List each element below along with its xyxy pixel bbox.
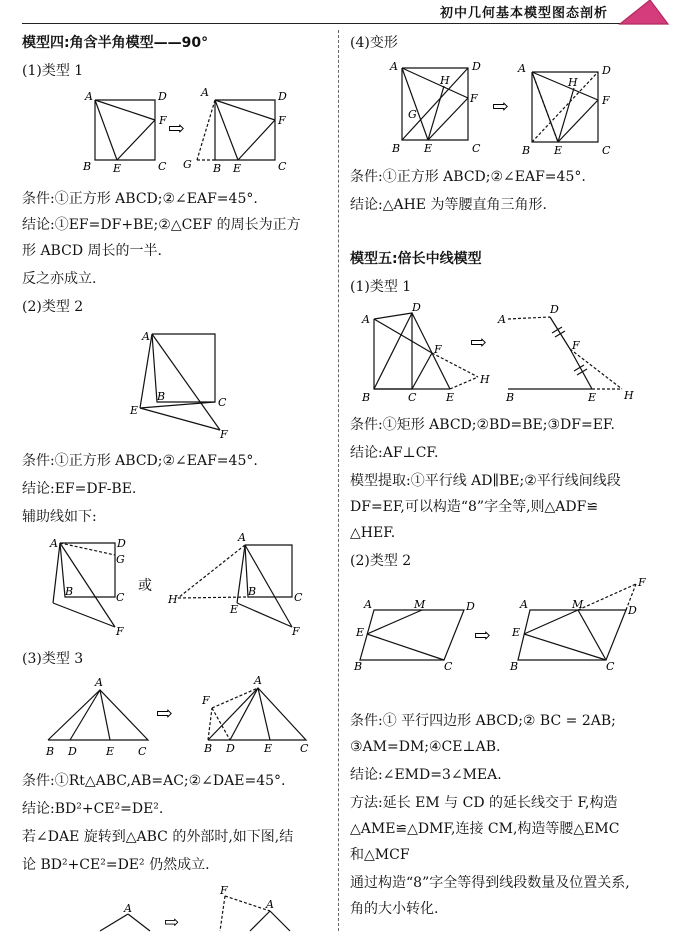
m5-type1-extract-2: DF=EF,可以构造“8”字全等,则△ADF≌ (350, 499, 599, 515)
svg-text:F: F (292, 625, 300, 638)
type3-note-1: 若∠DAE 旋转到△ABC 的外部时,如下图,结 (22, 829, 294, 845)
type2-aux-figure (30, 531, 330, 645)
svg-text:A: A (124, 902, 132, 915)
header-title: 初中几何基本模型图态剖析 (440, 6, 609, 21)
svg-text:B: B (46, 745, 55, 758)
type3-condition: 条件:①Rt△ABC,AB=AC;②∠DAE=45°. (22, 773, 286, 789)
svg-text:⇨: ⇨ (470, 330, 487, 354)
svg-text:C: C (218, 396, 227, 409)
svg-text:D: D (68, 745, 77, 758)
page-header (0, 0, 694, 30)
type3-label: (3)类型 3 (22, 651, 84, 667)
type3-conclusion: 结论:BD²+CE²=DE². (22, 801, 164, 817)
svg-text:A: A (390, 60, 398, 73)
svg-text:⇨: ⇨ (168, 116, 185, 140)
svg-text:A: A (85, 90, 93, 103)
svg-text:F: F (434, 343, 442, 356)
svg-text:C: C (408, 391, 417, 404)
type4-conclusion: 结论:△AHE 为等腰直角三角形. (350, 197, 547, 213)
svg-text:D: D (550, 303, 559, 316)
svg-text:A: A (201, 86, 209, 99)
type4-label: (4)变形 (350, 35, 398, 51)
m5-type1-extract-3: △HEF. (350, 525, 396, 541)
svg-text:⇨: ⇨ (474, 623, 491, 647)
svg-text:F: F (602, 94, 610, 107)
svg-text:B: B (392, 142, 401, 155)
m5-type2-summary-1: 通过构造“8”字全等得到线段数量及位置关系, (350, 875, 630, 891)
svg-text:B: B (354, 660, 363, 673)
svg-text:E: E (106, 745, 115, 758)
svg-text:B: B (65, 585, 74, 598)
svg-text:D: D (466, 600, 475, 613)
svg-text:B: B (157, 390, 166, 403)
svg-text:F: F (638, 576, 646, 589)
m5-type2-conclusion: 结论:∠EMD=3∠MEA. (350, 767, 502, 783)
svg-text:A: A (518, 62, 526, 75)
m5-type2-summary-2: 角的大小转化. (350, 901, 439, 917)
svg-text:⇨: ⇨ (156, 701, 173, 725)
svg-text:D: D (472, 60, 481, 73)
svg-text:B: B (248, 585, 257, 598)
svg-text:C: C (444, 660, 453, 673)
svg-text:F: F (470, 92, 478, 105)
m5-type2-method-3: 和△MCF (350, 847, 410, 863)
type1-label: (1)类型 1 (22, 63, 84, 79)
svg-text:H: H (168, 593, 178, 606)
m5-type1-figure (360, 301, 650, 405)
svg-text:E: E (356, 626, 365, 639)
m5-type1-conclusion: 结论:AF⊥CF. (350, 445, 439, 461)
type2-figure (130, 330, 250, 440)
svg-text:A: A (520, 598, 528, 611)
svg-text:B: B (362, 391, 371, 404)
svg-text:E: E (588, 391, 597, 404)
svg-text:F: F (278, 114, 286, 127)
model4-heading: 模型四:角含半角模型——90° (22, 35, 209, 51)
svg-text:D: D (158, 90, 167, 103)
svg-text:E: E (264, 742, 273, 755)
svg-text:H: H (568, 76, 578, 89)
svg-text:A: A (362, 313, 370, 326)
svg-text:A: A (238, 531, 246, 544)
m5-type2-condition-2: ③AM=DM;④CE⊥AB. (350, 739, 501, 755)
header-rule (22, 23, 634, 24)
svg-text:E: E (233, 162, 242, 175)
svg-text:F: F (159, 114, 167, 127)
svg-text:D: D (628, 604, 637, 617)
svg-text:C: C (300, 742, 309, 755)
svg-text:D: D (278, 90, 287, 103)
svg-text:E: E (554, 144, 563, 157)
type1-conclusion-1: 结论:①EF=DF+BE;②△CEF 的周长为正方 (22, 217, 301, 233)
type3-figure (40, 674, 320, 760)
m5-type2-label: (2)类型 2 (350, 553, 412, 569)
corner-triangle (620, 0, 680, 30)
svg-text:或: 或 (138, 578, 152, 594)
svg-text:E: E (424, 142, 433, 155)
type1-condition: 条件:①正方形 ABCD;②∠EAF=45°. (22, 191, 258, 207)
svg-text:B: B (522, 144, 531, 157)
type4-figure (380, 58, 640, 158)
svg-text:E: E (512, 626, 521, 639)
svg-text:C: C (116, 591, 125, 604)
type1-converse: 反之亦成立. (22, 271, 97, 287)
svg-text:A: A (254, 674, 262, 687)
m5-type2-figure (352, 578, 652, 678)
m5-type2-method-2: △AME≌△DMF,连接 CM,构造等腰△EMC (350, 821, 620, 837)
m5-type1-condition: 条件:①矩形 ABCD;②BD=BE;③DF=EF. (350, 417, 615, 433)
svg-text:⇨: ⇨ (164, 912, 180, 933)
svg-text:B: B (204, 742, 213, 755)
svg-text:A: A (498, 313, 506, 326)
svg-text:G: G (408, 108, 417, 121)
m5-type1-label: (1)类型 1 (350, 279, 412, 295)
svg-text:C: C (472, 142, 481, 155)
svg-text:E: E (446, 391, 455, 404)
svg-text:F: F (202, 694, 210, 707)
svg-text:C: C (158, 160, 167, 173)
svg-text:⇨: ⇨ (492, 94, 509, 118)
svg-text:B: B (213, 162, 222, 175)
svg-text:M: M (572, 598, 584, 611)
svg-text:A: A (364, 598, 372, 611)
type2-condition: 条件:①正方形 ABCD;②∠EAF=45°. (22, 453, 258, 469)
svg-text:F: F (220, 428, 228, 441)
svg-text:A: A (142, 330, 150, 343)
svg-text:E: E (230, 603, 239, 616)
type3-extended-figure (90, 886, 310, 936)
svg-text:F: F (220, 884, 228, 897)
svg-text:G: G (183, 158, 192, 171)
svg-text:A: A (95, 676, 103, 689)
svg-text:M: M (414, 598, 426, 611)
column-divider (338, 30, 339, 931)
svg-text:D: D (226, 742, 235, 755)
svg-text:B: B (83, 160, 92, 173)
m5-type2-condition-1: 条件:① 平行四边形 ABCD;② BC = 2AB; (350, 713, 616, 729)
type1-figure (75, 86, 295, 180)
svg-text:D: D (412, 301, 421, 314)
type2-conclusion: 结论:EF=DF-BE. (22, 481, 137, 497)
type1-conclusion-2: 形 ABCD 周长的一半. (22, 243, 162, 259)
svg-text:C: C (138, 745, 147, 758)
svg-text:H: H (624, 389, 634, 402)
m5-type1-extract-1: 模型提取:①平行线 AD∥BE;②平行线间线段 (350, 473, 621, 489)
svg-text:G: G (116, 553, 125, 566)
svg-text:A: A (50, 537, 58, 550)
model5-heading: 模型五:倍长中线模型 (350, 251, 482, 267)
svg-text:B: B (506, 391, 515, 404)
svg-text:A: A (266, 898, 274, 911)
type2-label: (2)类型 2 (22, 299, 84, 315)
svg-text:C: C (294, 591, 303, 604)
svg-text:B: B (510, 660, 519, 673)
svg-text:H: H (440, 74, 450, 87)
svg-text:D: D (117, 537, 126, 550)
type4-condition: 条件:①正方形 ABCD;②∠EAF=45°. (350, 169, 586, 185)
svg-text:C: C (606, 660, 615, 673)
type2-aux-label: 辅助线如下: (22, 509, 97, 525)
svg-text:E: E (113, 162, 122, 175)
svg-text:C: C (602, 144, 611, 157)
svg-text:H: H (480, 373, 490, 386)
svg-text:D: D (602, 64, 611, 77)
svg-text:F: F (116, 625, 124, 638)
svg-text:E: E (130, 404, 139, 417)
m5-type2-method-1: 方法:延长 EM 与 CD 的延长线交于 F,构造 (350, 795, 618, 811)
svg-text:F: F (572, 339, 580, 352)
svg-text:C: C (278, 160, 287, 173)
type3-note-2: 论 BD²+CE²=DE² 仍然成立. (22, 857, 210, 873)
